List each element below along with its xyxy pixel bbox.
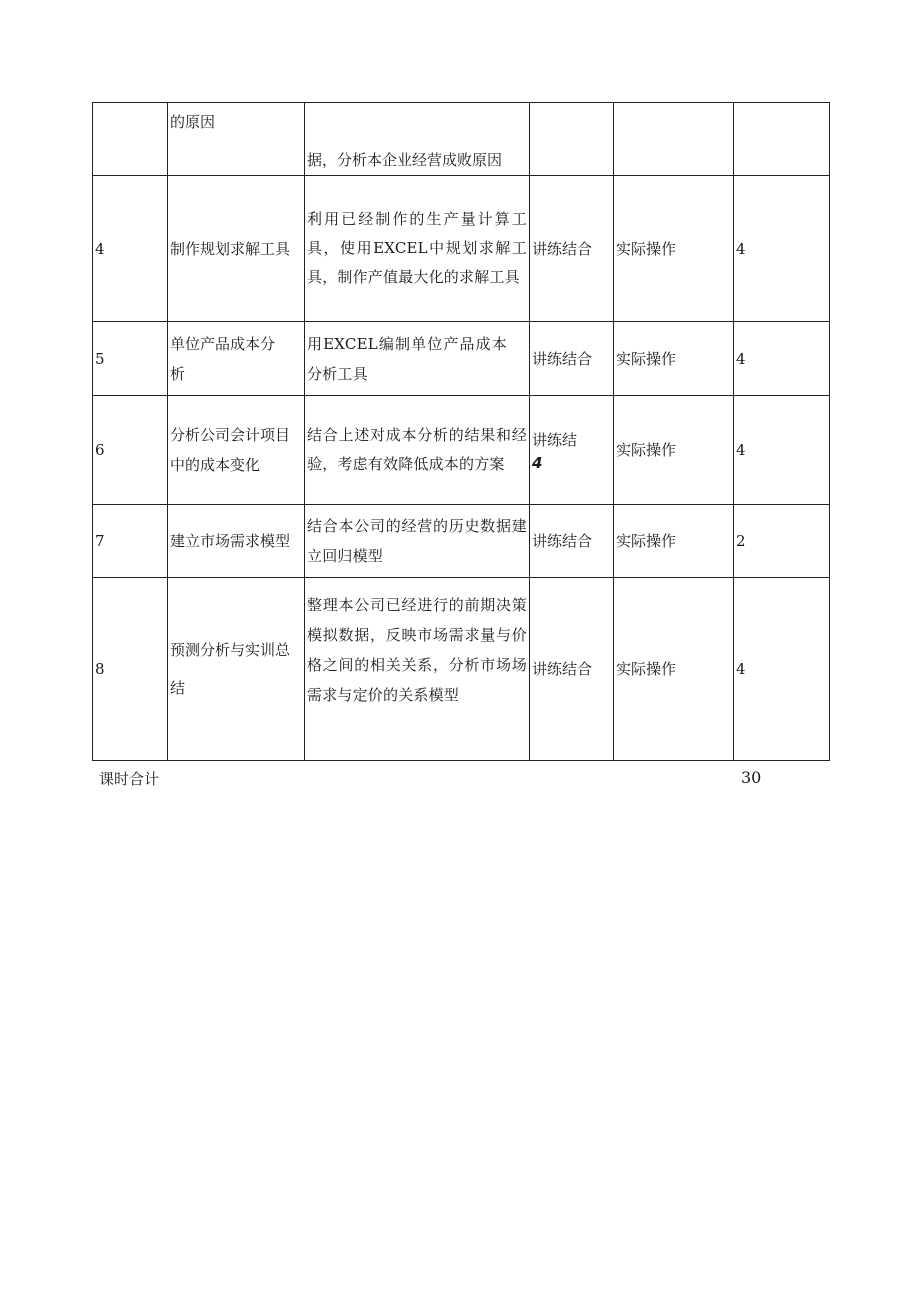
table-row: [93, 322, 830, 396]
total-hours-label: 课时合计: [99, 770, 160, 788]
content-text: 据，分析本企业经营成败原因: [307, 151, 503, 169]
mode-text: 实际操作: [616, 532, 677, 550]
content-text: 结合上述对成本分析的结果和经验，考虑有效降低成本的方案: [307, 426, 527, 473]
method-cell: [530, 103, 614, 176]
method-cell: [530, 176, 614, 322]
table-row: [93, 578, 830, 761]
content-cell: [305, 505, 530, 578]
row-number-cell: [93, 578, 168, 761]
item-name: 制作规划求解工具: [170, 239, 291, 258]
method-text: 讲练结合: [532, 660, 593, 678]
content-cell: [305, 396, 530, 505]
table-row-continuation: [93, 103, 830, 176]
row-number: 8: [95, 660, 105, 678]
hours-cell: [734, 176, 830, 322]
item-name: 建立市场需求模型: [170, 532, 291, 550]
hours-cell: [734, 322, 830, 396]
item-name-cell: [168, 396, 305, 505]
mode-cell: [614, 322, 734, 396]
content-cell: [305, 322, 530, 396]
method-text: 讲练结合: [532, 532, 593, 550]
item-name: 预测分析与实训总结: [170, 641, 291, 697]
content-text: 结合本公司的经营的历史数据建立回归模型: [307, 517, 527, 565]
item-name-cell: [168, 103, 305, 176]
item-name-cell: [168, 176, 305, 322]
mode-cell: [614, 103, 734, 176]
row-number: 4: [95, 239, 105, 258]
method-cell: [530, 322, 614, 396]
method-text: 讲练结合: [532, 349, 593, 368]
mode-text: 实际操作: [616, 441, 677, 459]
mode-text: 实际操作: [616, 239, 677, 258]
table-row: [93, 505, 830, 578]
table-row: [93, 396, 830, 505]
row-number-cell: [93, 505, 168, 578]
hours-cell: [734, 396, 830, 505]
method-cell: [530, 578, 614, 761]
content-cell: [305, 176, 530, 322]
hours-text: 4: [736, 441, 746, 459]
course-schedule-table: [92, 102, 830, 761]
hours-cell: [734, 578, 830, 761]
method-cell: [530, 396, 614, 505]
mode-cell: [614, 578, 734, 761]
row-number: 5: [95, 349, 105, 368]
row-number-cell: [93, 103, 168, 176]
method-cell: [530, 505, 614, 578]
mode-cell: [614, 176, 734, 322]
content-text: 用EXCEL编制单位产品成本分析工具: [307, 334, 507, 383]
hours-text: 4: [736, 660, 746, 678]
mode-cell: [614, 396, 734, 505]
method-text: 讲练结合: [532, 239, 593, 258]
item-name-cell: [168, 578, 305, 761]
content-cell: [305, 578, 530, 761]
row-number-cell: [93, 176, 168, 322]
row-number: 6: [95, 441, 105, 459]
item-name-cell: [168, 322, 305, 396]
mode-text: 实际操作: [616, 349, 677, 368]
hours-cell: [734, 505, 830, 578]
item-name: 单位产品成本分析: [170, 334, 276, 383]
hours-text: 4: [736, 349, 746, 368]
mode-cell: [614, 505, 734, 578]
hours-text: 4: [736, 239, 746, 258]
content-text: 整理本公司已经进行的前期决策模拟数据，反映市场需求量与价格之间的相关关系，分析市场场需求与定价的关系模型: [307, 596, 527, 704]
table-row: [93, 176, 830, 322]
method-text-line1: 讲练结: [532, 431, 578, 449]
mode-text: 实际操作: [616, 660, 677, 678]
item-name: 的原因: [170, 113, 216, 131]
row-number-cell: [93, 322, 168, 396]
method-text-line2: 4: [532, 454, 543, 472]
content-cell: [305, 103, 530, 176]
item-name-cell: [168, 505, 305, 578]
hours-cell: [734, 103, 830, 176]
content-text: 利用已经制作的生产量计算工具，使用EXCEL中规划求解工具，制作产值最大化的求解工具: [307, 210, 527, 286]
row-number-cell: [93, 396, 168, 505]
total-hours-value: 30: [741, 768, 762, 787]
row-number: 7: [95, 532, 105, 550]
hours-text: 2: [736, 532, 746, 550]
item-name: 分析公司会计项目中的成本变化: [170, 426, 291, 474]
